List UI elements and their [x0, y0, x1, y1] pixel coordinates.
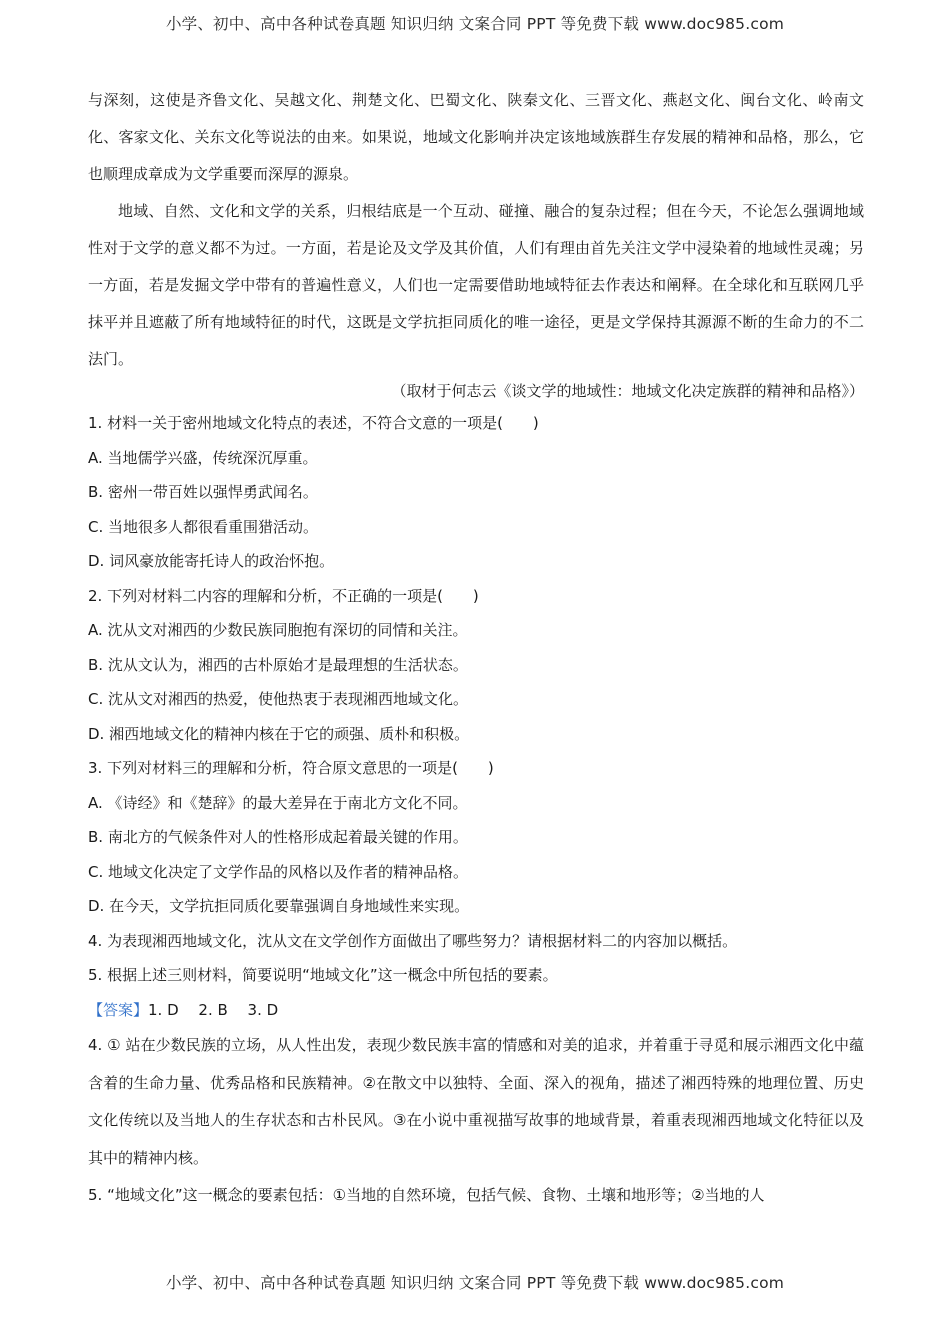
question-1 — [88, 406, 864, 579]
option-b: B. 密州一带百姓以强悍勇武闻名。 — [88, 483, 318, 501]
passage-paragraph-2: 地域、自然、文化和文学的关系，归根结底是一个互动、碰撞、融合的复杂过程；但在今天，不论怎么强调地域性对于文学的意义都不为过。一方面，若是论及文学及其价值，人们有理由首先关注文学中浸染着的地域性灵魂；另一方面，若是发掘文学中带有的普遍性意义，人们也一定需要借助地域特征去作表达和阐释。在全球化和互联网几乎抹平并且遮蔽了所有地域特征的时代，这既是文学抗拒同质化的唯一途径，更是文学保持其源源不断的生命力的不二法门。 — [88, 202, 864, 368]
option-d: D. 在今天，文学抗拒同质化要靠强调自身地域性来实现。 — [88, 897, 470, 915]
question-4: 4. 为表现湘西地域文化，沈从文在文学创作方面做出了哪些努力？请根据材料二的内容加以概括。 — [88, 931, 738, 950]
option-a: A. 当地儒学兴盛，传统深沉厚重。 — [88, 448, 318, 467]
option-b: B. 南北方的气候条件对人的性格形成起着最关键的作用。 — [88, 828, 468, 846]
question-stem: 1. 材料一关于密州地域文化特点的表述，不符合文意的一项是( ) — [88, 414, 539, 432]
option-d: D. 词风豪放能寄托诗人的政治怀抱。 — [88, 552, 335, 570]
header-banner: 小学、初中、高中各种试卷真题 知识归纳 文案合同 PPT 等免费下载 www.doc985.com — [165, 15, 785, 33]
answer-section — [88, 993, 864, 1215]
option-c: C. 当地很多人都很看重围猎活动。 — [88, 517, 319, 536]
question-2 — [88, 579, 864, 752]
option-c: C. 沈从文对湘西的热爱，使他热衷于表现湘西地域文化。 — [88, 690, 469, 708]
option-d: D. 湘西地域文化的精神内核在于它的顽强、质朴和积极。 — [88, 724, 470, 743]
passage-source: （取材于何志云《谈文学的地域性：地域文化决定族群的精神和品格》） — [391, 382, 864, 400]
footer-banner: 小学、初中、高中各种试卷真题 知识归纳 文案合同 PPT 等免费下载 www.doc985.com — [165, 1274, 785, 1292]
answer-choices — [88, 993, 864, 1028]
question-stem: 3. 下列对材料三的理解和分析，符合原文意思的一项是( ) — [88, 759, 494, 777]
document-body — [88, 82, 864, 1215]
option-c: C. 地域文化决定了文学作品的风格以及作者的精神品格。 — [88, 862, 469, 881]
answer-label: 【答案】 — [88, 1000, 149, 1019]
option-a: A. 沈从文对湘西的少数民族同胞抱有深切的同情和关注。 — [88, 621, 468, 639]
answer-mc: 1. D 2. B 3. D — [148, 1000, 279, 1019]
option-b: B. 沈从文认为，湘西的古朴原始才是最理想的生活状态。 — [88, 655, 468, 674]
question-3 — [88, 751, 864, 924]
answer-5: 5. “地域文化”这一概念的要素包括：①当地的自然环境，包括气候、食物、土壤和地形等；②当地的人 — [88, 1186, 765, 1204]
passage-paragraph-1: 与深刻，这使是齐鲁文化、吴越文化、荆楚文化、巴蜀文化、陕秦文化、三晋文化、燕赵文化、闽台文化、岭南文化、客家文化、关东文化等说法的由来。如果说，地域文化影响并决定该地域族群生存发展的精神和品格，那么，它也顺理成章成为文学重要而深厚的源泉。 — [88, 91, 864, 183]
question-5: 5. 根据上述三则材料，简要说明“地域文化”这一概念中所包括的要素。 — [88, 966, 558, 984]
answer-4: 4. ① 站在少数民族的立场，从人性出发，表现少数民族丰富的情感和对美的追求，并着重于寻觅和展示湘西文化中蕴含着的生命力量、优秀品格和民族精神。②在散文中以独特、全面、深入的视角，描述了湘西特殊的地理位置、历史文化传统以及当地人的生存状态和古朴民风。③在小说中重视描写故事的地域背景，着重表现湘西地域文化特征以及其中的精神内核。 — [88, 1036, 864, 1167]
option-a: A. 《诗经》和《楚辞》的最大差异在于南北方文化不同。 — [88, 793, 468, 812]
passage — [88, 82, 864, 406]
question-stem: 2. 下列对材料二内容的理解和分析，不正确的一项是( ) — [88, 586, 479, 605]
